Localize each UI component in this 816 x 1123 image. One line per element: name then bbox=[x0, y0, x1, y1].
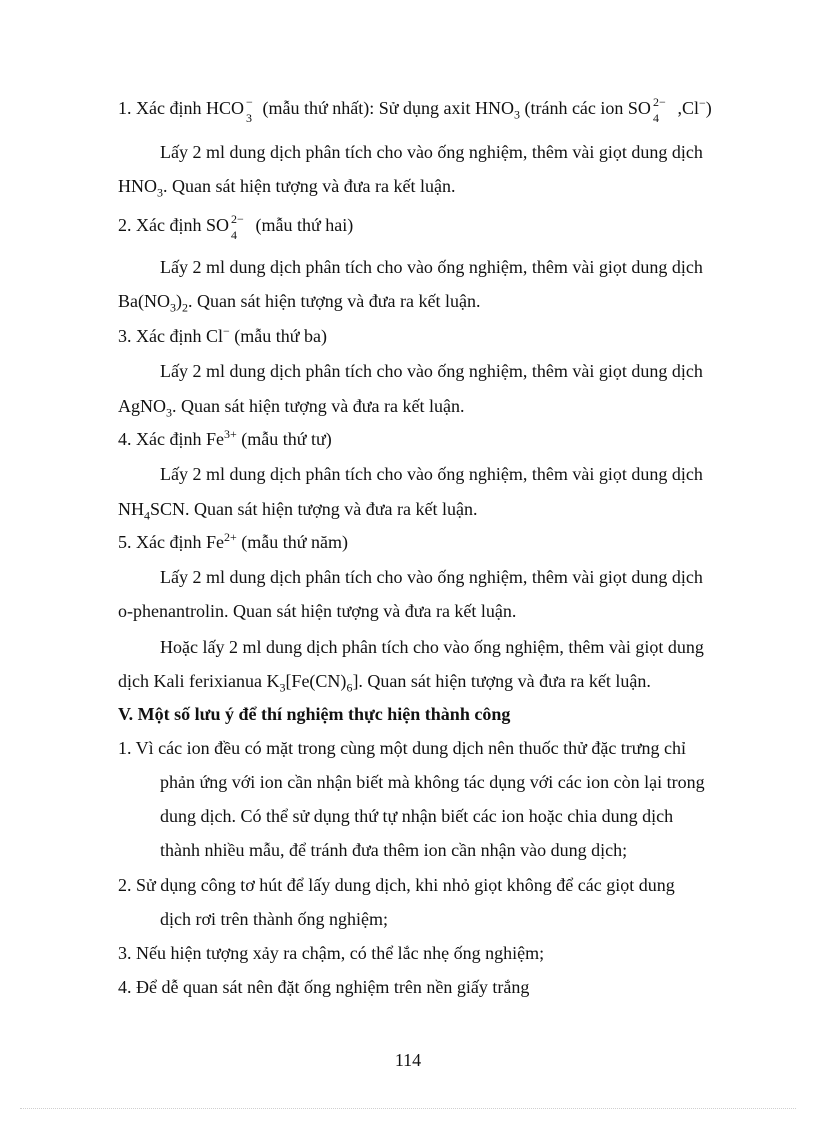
subscript: 6 bbox=[346, 680, 353, 695]
text: Ba(NO bbox=[118, 291, 170, 311]
text: ]. Quan sát hiện tượng và đưa ra kết luận. bbox=[352, 671, 651, 691]
section-3-heading bbox=[118, 325, 327, 347]
page-number: 114 bbox=[394, 1050, 422, 1070]
note-1-line: dung dịch. Có thể sử dụng thứ tự nhận biết các ion hoặc chia dung dịch bbox=[160, 806, 674, 826]
paragraph-line bbox=[118, 290, 481, 315]
note-2-line: dịch rơi trên thành ống nghiệm; bbox=[160, 909, 388, 929]
note-1-line: phản ứng với ion cần nhận biết mà không tác dụng với các ion còn lại trong bbox=[160, 772, 705, 792]
subscript: 3 bbox=[170, 300, 176, 315]
subscript: 4 bbox=[231, 228, 237, 242]
superscript: 2− bbox=[652, 95, 666, 109]
superscript: 2+ bbox=[223, 530, 237, 544]
paragraph-line: Lấy 2 ml dung dịch phân tích cho vào ống nghiệm, thêm vài giọt dung dịch bbox=[160, 464, 703, 484]
note-3: 3. Nếu hiện tượng xảy ra chậm, có thể lắc nhẹ ống nghiệm; bbox=[118, 943, 545, 963]
subscript: 3 bbox=[157, 185, 163, 200]
note-1-line: 1. Vì các ion đều có mặt trong cùng một dung dịch nên thuốc thử đặc trưng chỉ bbox=[118, 738, 687, 758]
superscript: − bbox=[223, 324, 230, 338]
section-4-heading bbox=[118, 428, 332, 450]
text: 2. Xác định SO bbox=[118, 215, 229, 235]
paragraph-line bbox=[118, 395, 465, 420]
text: (mẫu thứ năm) bbox=[236, 532, 348, 552]
page-divider bbox=[20, 1108, 796, 1109]
text: ,Cl bbox=[672, 98, 699, 118]
subscript: 3 bbox=[245, 111, 252, 125]
superscript: − bbox=[245, 95, 253, 109]
text: ) bbox=[705, 98, 712, 118]
subscript: 3 bbox=[166, 405, 172, 420]
superscript: 3+ bbox=[223, 427, 237, 441]
subscript: 4 bbox=[144, 508, 150, 523]
text: (mẫu thứ ba) bbox=[229, 326, 328, 346]
text: [Fe(CN) bbox=[285, 671, 347, 691]
text: (mẫu thứ tư) bbox=[236, 429, 332, 449]
text: (mẫu thứ nhất): Sử dụng axit HNO bbox=[257, 98, 514, 118]
text: HNO bbox=[118, 176, 157, 196]
paragraph-line: Lấy 2 ml dung dịch phân tích cho vào ống nghiệm, thêm vài giọt dung dịch bbox=[160, 142, 703, 162]
text: (mẫu thứ hai) bbox=[251, 215, 354, 235]
text: 1. Xác định HCO bbox=[118, 98, 244, 118]
paragraph-line: Lấy 2 ml dung dịch phân tích cho vào ống nghiệm, thêm vài giọt dung dịch bbox=[160, 567, 703, 587]
paragraph-line: Lấy 2 ml dung dịch phân tích cho vào ống nghiệm, thêm vài giọt dung dịch bbox=[160, 361, 703, 381]
section-5-heading bbox=[118, 531, 348, 553]
subscript: 4 bbox=[652, 111, 659, 125]
text: dịch Kali ferixianua K bbox=[118, 671, 280, 691]
note-2-line: 2. Sử dụng công tơ hút để lấy dung dịch, khi nhỏ giọt không để các giọt dung bbox=[118, 875, 675, 895]
section-2-heading bbox=[118, 212, 354, 242]
text: (tránh các ion SO bbox=[519, 98, 651, 118]
text: 3. Xác định Cl bbox=[118, 326, 223, 346]
paragraph-line bbox=[118, 175, 456, 200]
note-1-line: thành nhiều mẫu, để tránh đưa thêm ion cần nhận vào dung dịch; bbox=[160, 840, 628, 860]
text: 4. Xác định Fe bbox=[118, 429, 224, 449]
paragraph-line bbox=[118, 670, 651, 695]
paragraph-line: Lấy 2 ml dung dịch phân tích cho vào ống nghiệm, thêm vài giọt dung dịch bbox=[160, 257, 703, 277]
subscript: 3 bbox=[513, 107, 520, 122]
paragraph-line bbox=[118, 498, 478, 523]
text: . Quan sát hiện tượng và đưa ra kết luận. bbox=[188, 291, 481, 311]
superscript: 2− bbox=[231, 212, 244, 226]
note-4: 4. Để dễ quan sát nên đặt ống nghiệm trên nền giấy trắng bbox=[118, 977, 530, 997]
paragraph-line: Hoặc lấy 2 ml dung dịch phân tích cho vào ống nghiệm, thêm vài giọt dung bbox=[160, 637, 704, 657]
text: ) bbox=[176, 291, 182, 311]
text: NH bbox=[118, 499, 144, 519]
section-1-heading bbox=[118, 95, 712, 125]
text: AgNO bbox=[118, 396, 166, 416]
text: . Quan sát hiện tượng và đưa ra kết luận. bbox=[172, 396, 465, 416]
section-v-title: V. Một số lưu ý để thí nghiệm thực hiện thành công bbox=[118, 704, 511, 724]
superscript: − bbox=[698, 96, 706, 110]
subscript: 2 bbox=[182, 300, 188, 315]
subscript: 3 bbox=[279, 680, 286, 695]
text: . Quan sát hiện tượng và đưa ra kết luận. bbox=[163, 176, 456, 196]
paragraph-line: o-phenantrolin. Quan sát hiện tượng và đưa ra kết luận. bbox=[118, 601, 517, 621]
text: SCN. Quan sát hiện tượng và đưa ra kết luận. bbox=[150, 499, 478, 519]
text: 5. Xác định Fe bbox=[118, 532, 224, 552]
